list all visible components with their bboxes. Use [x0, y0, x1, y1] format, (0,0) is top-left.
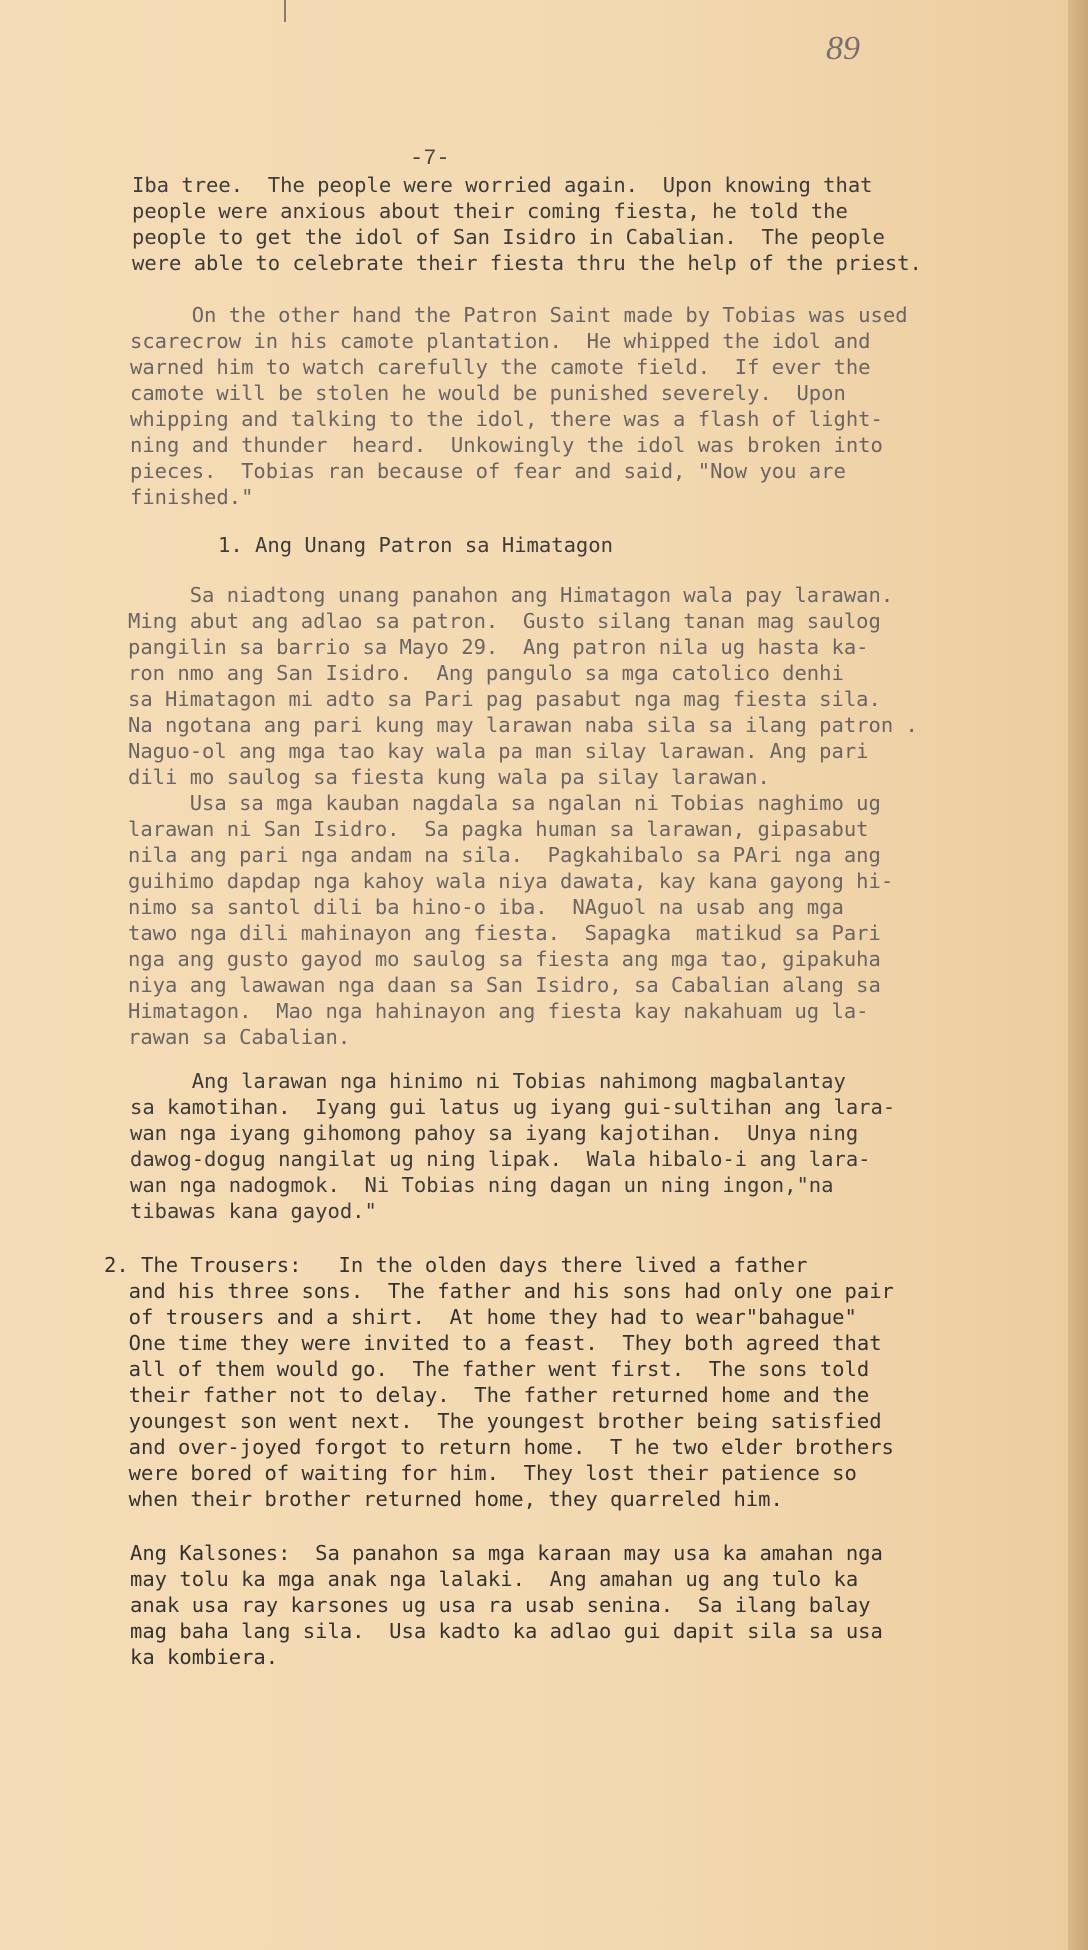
- paragraph-the-trousers: 2. The Trousers: In the olden days there lived a father and his three sons. The father and his sons had only one pair of trousers and a shirt. At home they had to wear"bahague" One time they were invited to a feast. They both agreed that all of them would go. The father went first. The sons told their father not to delay. The father returned home and the youngest son went next. The youngest brother being satisfied and over-joyed forgot to return home. T he two elder brothers were bored of waiting for him. They lost their patience so when their brother returned home, they quarreled him.: [104, 1253, 894, 1511]
- section-heading-unang-patron: 1. Ang Unang Patron sa Himatagon: [218, 533, 613, 557]
- paragraph-iba-tree: Iba tree. The people were worried again. Upon knowing that people were anxious about their coming fiesta, he told the people to get the idol of San Isidro in Cabalian. The people were able to celebrate their fiesta thru the help of the priest.: [132, 173, 922, 275]
- page-number: 89: [826, 30, 860, 67]
- paragraph-larawan: Ang larawan nga hinimo ni Tobias nahimong magbalantay sa kamotihan. Iyang gui latus ug iyang gui-sultihan ang lara- wan nga iyang gihomong pahoy sa iyang kajotihan. Unya ning dawog-dogug nangilat ug ning lipak. Wala hibalo-i ang lara- wan nga nadogmok. Ni Tobias ning dagan un ning ingon,"na tibawas kana gayod.": [130, 1069, 896, 1223]
- page-title: -7-: [410, 146, 450, 171]
- page-mark: [284, 0, 286, 22]
- paragraph-scarecrow: On the other hand the Patron Saint made by Tobias was used scarecrow in his camote plantation. He whipped the idol and warned him to watch carefully the camote field. If ever the camote will be stolen he would be punished severely. Upon whipping and talking to the idol, there was a flash of light- ning and thunder heard. Unkowingly the idol was broken into pieces. Tobias ran because of fear and said, "Now you are finished.": [130, 303, 908, 509]
- paragraph-ang-kalsones: Ang Kalsones: Sa panahon sa mga karaan may usa ka amahan nga may tolu ka mga anak nga lalaki. Ang amahan ug ang tulo ka anak usa ray karsones ug usa ra usab senina. Sa ilang balay mag baha lang sila. Usa kadto ka adlao gui dapit sila sa usa ka kombiera.: [130, 1541, 883, 1669]
- paper-edge: [1068, 0, 1088, 1950]
- paragraph-himatagon: Sa niadtong unang panahon ang Himatagon wala pay larawan. Ming abut ang adlao sa patron. Gusto silang tanan mag saulog pangilin sa barrio sa Mayo 29. Ang patron nila ug hasta ka- ron nmo ang San Isidro. Ang pangulo sa mga catolico denhi sa Himatagon mi adto sa Pari pag pasabut nga mag fiesta sila. Na ngotana ang pari kung may larawan naba sila sa ilang patron . Naguo-ol ang mga tao kay wala pa man silay larawan. Ang pari dili mo saulog sa fiesta kung wala pa silay larawan. Usa sa mga kauban nagdala sa ngalan ni Tobias naghimo ug larawan ni San Isidro. Sa pagka human sa larawan, gipasabut nila ang pari nga andam na sila. Pagkahibalo sa PAri nga ang guihimo dapdap nga kahoy wala niya dawata, kay kana gayong hi- nimo sa santol dili ba hino-o iba. NAguol na usab ang mga tawo nga dili mahinayon ang fiesta. Sapagka matikud sa Pari nga ang gusto gayod mo saulog sa fiesta ang mga tao, gipakuha niya ang lawawan nga daan sa San Isidro, sa Cabalian alang sa Himatagon. Mao nga hahinayon ang fiesta kay nakahuam ug la- rawan sa Cabalian.: [128, 583, 918, 1049]
